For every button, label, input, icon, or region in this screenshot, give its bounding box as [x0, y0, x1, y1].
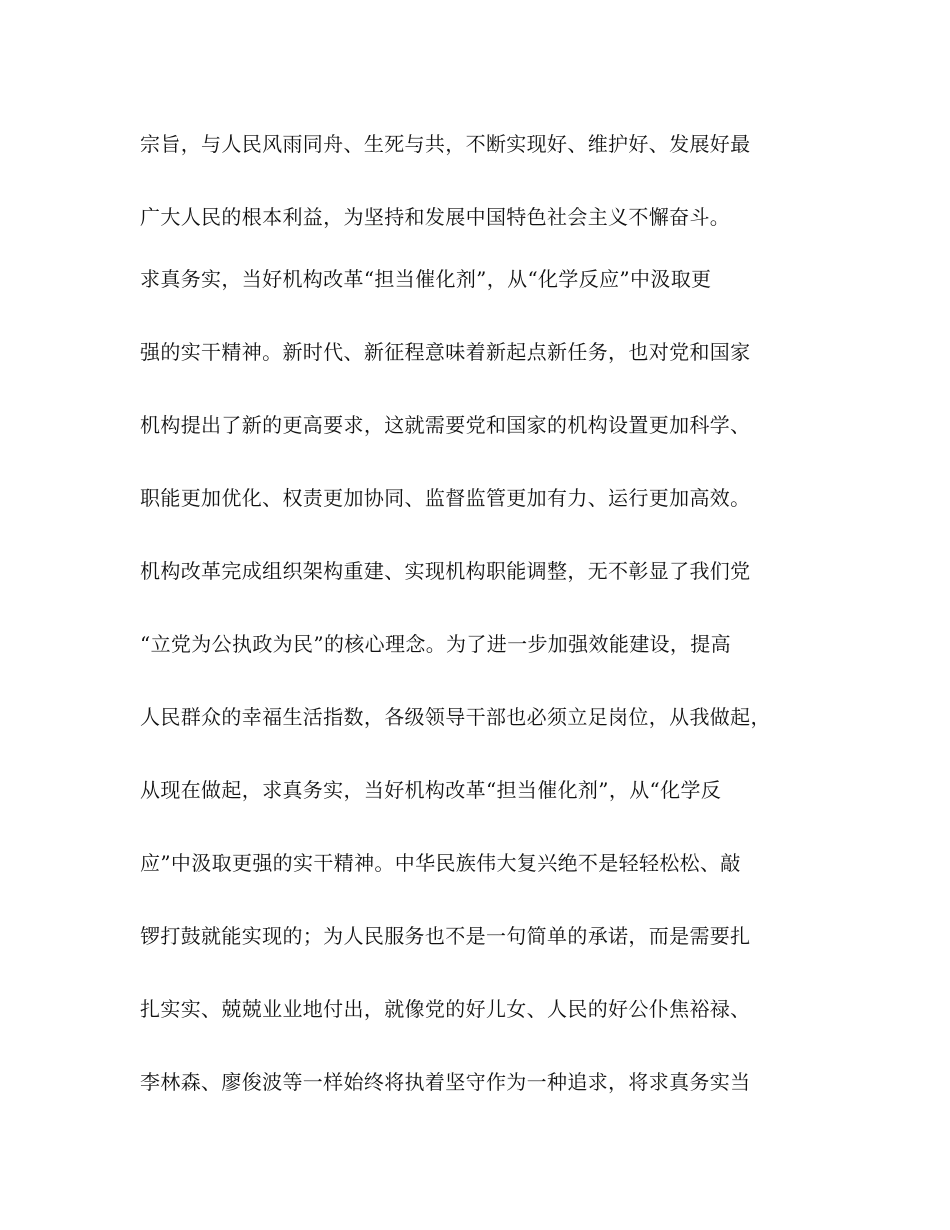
text-line: 人民群众的幸福生活指数，各级领导干部也必须立足岗位，从我做起， [140, 705, 771, 729]
text-line: 扎实实、兢兢业业地付出，就像党的好儿女、人民的好公仆焦裕禄、 [140, 997, 751, 1021]
text-line: 锣打鼓就能实现的；为人民服务也不是一句简单的承诺，而是需要扎 [140, 924, 751, 948]
text-line: 职能更加优化、权责更加协同、监督监管更加有力、运行更加高效。 [140, 486, 751, 510]
text-line: 从现在做起，求真务实，当好机构改革“担当催化剂”，从“化学反 [140, 778, 722, 802]
text-line: 机构提出了新的更高要求，这就需要党和国家的机构设置更加科学、 [140, 413, 751, 437]
text-line: 求真务实，当好机构改革“担当催化剂”，从“化学反应”中汲取更 [140, 267, 712, 291]
text-line: 李林森、廖俊波等一样始终将执着坚守作为一种追求，将求真务实当 [140, 1070, 751, 1094]
text-line: 广大人民的根本利益，为坚持和发展中国特色社会主义不懈奋斗。 [140, 205, 731, 229]
text-line: 强的实干精神。新时代、新征程意味着新起点新任务，也对党和国家 [140, 340, 751, 364]
text-line: “立党为公执政为民”的核心理念。为了进一步加强效能建设，提高 [140, 632, 731, 656]
text-line: 应”中汲取更强的实干精神。中华民族伟大复兴绝不是轻轻松松、敲 [140, 851, 741, 875]
text-line: 机构改革完成组织架构重建、实现机构职能调整，无不彰显了我们党 [140, 559, 751, 583]
text-line: 宗旨，与人民风雨同舟、生死与共，不断实现好、维护好、发展好最 [140, 132, 751, 156]
